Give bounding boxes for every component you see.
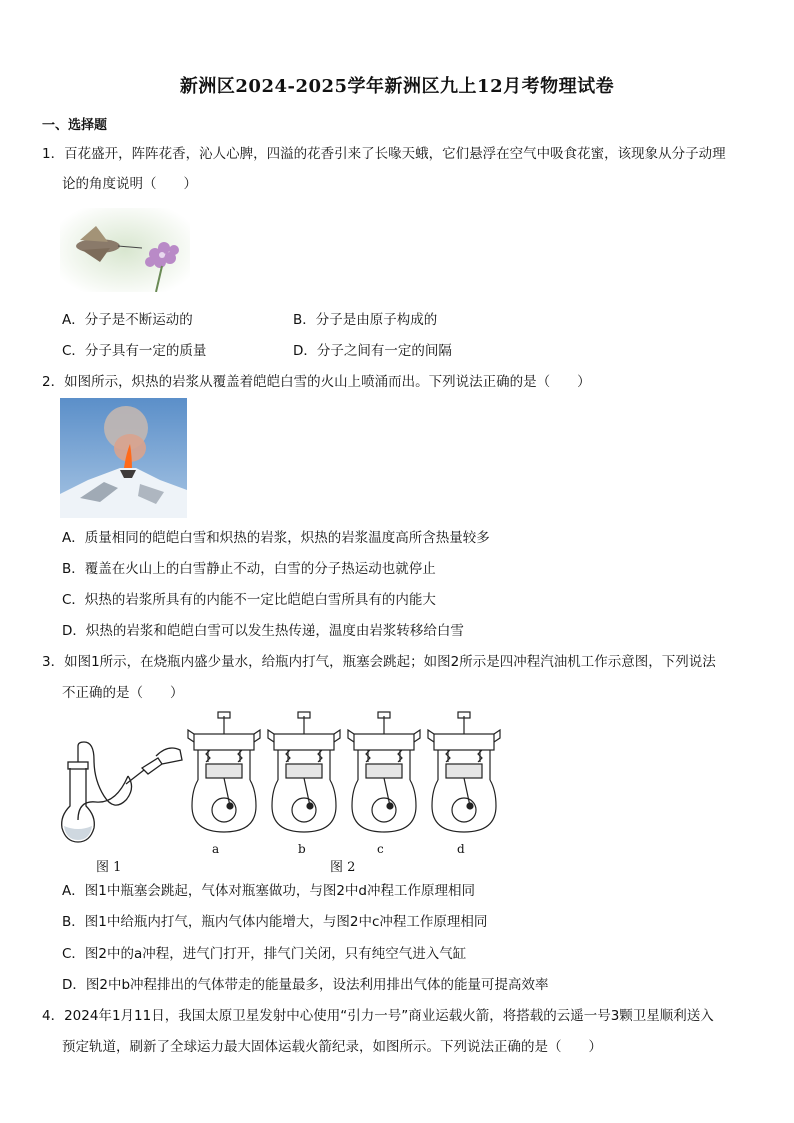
engine-label-c: c xyxy=(377,842,384,856)
q1-option-d: D．分子之间有一定的间隔 xyxy=(293,343,452,359)
volcano-photo xyxy=(60,398,187,518)
page-title: 新洲区2024-2025学年新洲区九上12月考物理试卷 xyxy=(179,76,615,97)
engine-figure xyxy=(186,710,506,840)
q1-stem-line2: 论的角度说明（ ） xyxy=(62,176,197,192)
q3-option-d: D．图2中b冲程排出的气体带走的能量最多，设法利用排出气体的能量可提高效率 xyxy=(62,977,549,993)
q3-option-b: B．图1中给瓶内打气，瓶内气体内能增大，与图2中c冲程工作原理相同 xyxy=(62,914,488,930)
q1-option-b: B．分子是由原子构成的 xyxy=(293,312,438,328)
figure-1-caption: 图 1 xyxy=(96,860,122,875)
figure-2-caption: 图 2 xyxy=(330,860,356,875)
q1-option-c: C．分子具有一定的质量 xyxy=(62,343,207,359)
moth-flower-photo xyxy=(60,208,190,292)
flask-pump-figure xyxy=(56,740,186,845)
q3-stem-line2: 不正确的是（ ） xyxy=(62,685,184,701)
engine-label-a: a xyxy=(212,842,220,856)
q2-option-c: C．炽热的岩浆所具有的内能不一定比皑皑白雪所具有的内能大 xyxy=(62,592,436,608)
q4-stem-line2: 预定轨道，刷新了全球运力最大固体运载火箭纪录，如图所示。下列说法正确的是（ ） xyxy=(62,1039,602,1055)
q2-option-b: B．覆盖在火山上的白雪静止不动，白雪的分子热运动也就停止 xyxy=(62,561,436,577)
q2-stem-line1: 2．如图所示，炽热的岩浆从覆盖着皑皑白雪的火山上喷涌而出。下列说法正确的是（ ） xyxy=(42,374,591,390)
q2-option-d: D．炽热的岩浆和皑皑白雪可以发生热传递，温度由岩浆转移给白雪 xyxy=(62,623,464,639)
q3-stem-line1: 3．如图1所示，在烧瓶内盛少量水，给瓶内打气，瓶塞会跳起；如图2所示是四冲程汽油机工作示意图，下列说法 xyxy=(42,654,716,670)
engine-label-d: d xyxy=(457,842,465,856)
q1-option-a: A．分子是不断运动的 xyxy=(62,312,193,328)
engine-label-b: b xyxy=(298,842,306,856)
q2-option-a: A．质量相同的皑皑白雪和炽热的岩浆，炽热的岩浆温度高所含热量较多 xyxy=(62,530,490,546)
q4-stem-line1: 4．2024年1月11日，我国太原卫星发射中心使用“引力一号”商业运载火箭，将搭载的云遥一号3颗卫星顺利送入 xyxy=(42,1008,714,1024)
q3-option-c: C．图2中的a冲程，进气门打开，排气门关闭，只有纯空气进入气缸 xyxy=(62,946,467,962)
q3-option-a: A．图1中瓶塞会跳起，气体对瓶塞做功，与图2中d冲程工作原理相同 xyxy=(62,883,475,899)
q1-stem-line1: 1．百花盛开，阵阵花香，沁人心脾，四溢的花香引来了长喙天蛾，它们悬浮在空气中吸食花蜜，该现象从分子动理 xyxy=(42,146,726,162)
section-heading: 一、选择题 xyxy=(42,118,108,133)
